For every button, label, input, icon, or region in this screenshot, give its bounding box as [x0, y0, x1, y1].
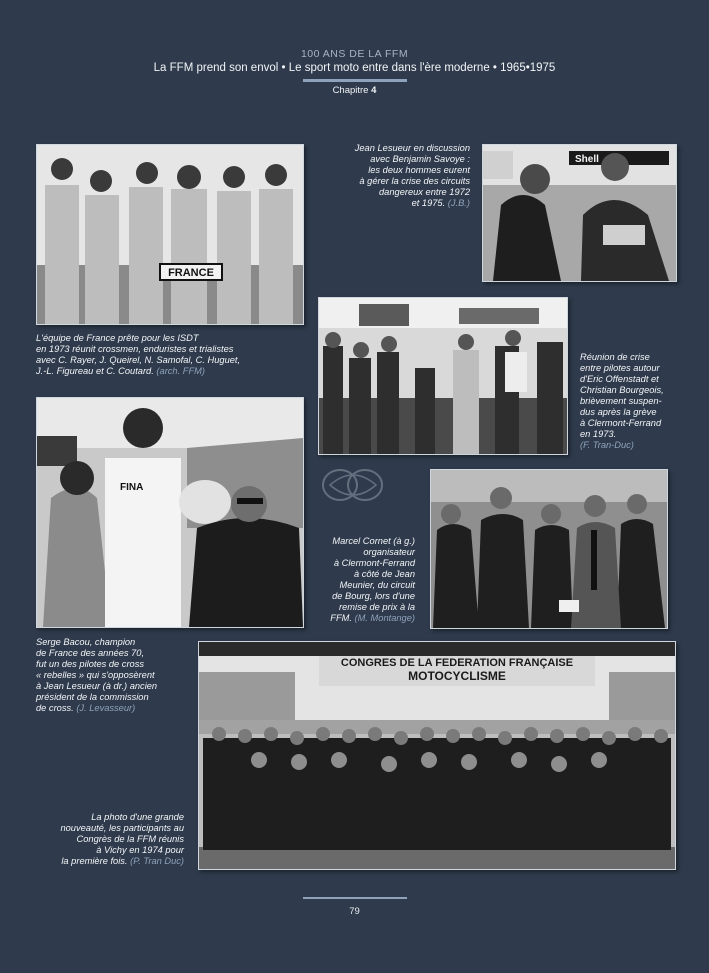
caption-line: à Vichy en 1974 pour — [96, 845, 184, 855]
caption-line: « rebelles » qui s'opposèrent — [36, 670, 155, 680]
caption-line: organisateur — [363, 547, 415, 557]
caption-line: à Clermont-Ferrand — [580, 418, 662, 428]
chapter-number: 4 — [371, 85, 377, 96]
caption-line: L'équipe de France prête pour les ISDT — [36, 333, 199, 343]
photo-credit: (P. Tran Duc) — [130, 856, 184, 866]
caption-line — [300, 613, 415, 624]
caption-line: à gérer la crise des circuits — [359, 176, 470, 186]
photo-bacou-podium — [36, 397, 304, 628]
caption-line: à Clermont-Ferrand — [333, 558, 415, 568]
france-sign: FRANCE — [168, 267, 214, 279]
photo-lesueur-savoye — [482, 144, 677, 282]
caption-marcel-cornet — [300, 536, 415, 624]
caption-line: remise de prix à la — [339, 602, 415, 612]
caption-line: Christian Bourgeois, — [580, 385, 664, 395]
photo-lesueur-savoye-image — [483, 145, 676, 281]
chapter-label — [0, 85, 709, 96]
caption-line: à côté de Jean — [354, 569, 415, 579]
photo-marcel-cornet — [430, 469, 668, 629]
photo-congres-vichy — [198, 641, 676, 870]
photo-team-france — [36, 144, 304, 325]
caption-line: Jean Lesueur en discussion — [354, 143, 470, 153]
photo-reunion-crise — [318, 297, 568, 455]
congres-banner-line2: MOTOCYCLISME — [408, 669, 506, 683]
caption-line — [36, 366, 296, 377]
caption-line: brièvement suspen- — [580, 396, 662, 406]
caption-line: de Bourg, lors d'une — [332, 591, 415, 601]
caption-text: la première fois. — [61, 856, 128, 866]
caption-text: et 1975. — [411, 198, 446, 208]
caption-team-france — [36, 333, 296, 377]
caption-line: avec Benjamin Savoye : — [370, 154, 470, 164]
caption-line: de France des années 70, — [36, 648, 145, 658]
caption-line: les deux hommes eurent — [368, 165, 470, 175]
caption-line: nouveauté, les participants au — [60, 823, 184, 833]
caption-text: J.-L. Figureau et C. Coutard. — [36, 366, 154, 376]
caption-line: à Jean Lesueur (à dr.) ancien — [36, 681, 158, 691]
photo-marcel-cornet-image — [431, 470, 667, 628]
caption-line: entre pilotes autour — [580, 363, 660, 373]
photo-reunion-crise-image — [319, 298, 567, 454]
watermark-icon — [320, 460, 386, 510]
photo-bacou-podium-image — [37, 398, 303, 627]
book-series-title: 100 ANS DE LA FFM — [300, 48, 409, 60]
photo-credit: (J.B.) — [447, 198, 470, 208]
fina-logo-text: FINA — [120, 482, 144, 493]
caption-line: en 1973 réunit crossmen, enduristes et trialistes — [36, 344, 234, 354]
caption-line — [36, 703, 196, 714]
caption-line: Réunion de crise — [580, 352, 650, 362]
caption-line: dus après la grève — [580, 407, 657, 417]
caption-line — [318, 198, 470, 209]
caption-lesueur-savoye — [318, 143, 470, 209]
caption-serge-bacou — [36, 637, 196, 714]
congres-banner-line1: CONGRES DE LA FEDERATION FRANÇAISE — [340, 657, 574, 669]
photo-credit: (arch. FFM) — [156, 366, 205, 376]
caption-reunion-crise — [580, 352, 700, 451]
ffm-centenary-watermark-logo — [320, 460, 386, 510]
photo-credit: (M. Montange) — [354, 613, 415, 623]
caption-line: Meunier, du circuit — [339, 580, 415, 590]
photo-credit: (J. Levasseur) — [76, 703, 136, 713]
footer-divider — [303, 897, 407, 899]
caption-line — [36, 856, 184, 867]
caption-line: La photo d'une grande — [91, 812, 184, 822]
photo-team-france-image — [37, 145, 303, 324]
header-divider — [303, 79, 407, 82]
caption-line: président de la commission — [36, 692, 149, 702]
shell-sign: Shell — [575, 154, 599, 165]
caption-line: en 1973. — [580, 429, 617, 439]
page-number: 79 — [349, 906, 360, 917]
caption-line: dangereux entre 1972 — [379, 187, 470, 197]
caption-line: d'Eric Offenstadt et — [580, 374, 659, 384]
caption-text: de cross. — [36, 703, 74, 713]
chapter-word: Chapitre — [332, 85, 369, 96]
caption-line: Congrès de la FFM réunis — [76, 834, 184, 844]
chapter-subtitle: La FFM prend son envol • Le sport moto entre dans l'ère moderne • 1965•1975 — [153, 62, 556, 74]
photo-congres-vichy-image — [199, 642, 675, 869]
caption-text: FFM. — [330, 613, 352, 623]
photo-credit: (F. Tran-Duc) — [580, 440, 634, 450]
caption-line: Serge Bacou, champion — [36, 637, 136, 647]
caption-congres — [36, 812, 184, 867]
caption-line: avec C. Rayer, J. Queirel, N. Samofal, C. Huguet, — [36, 355, 241, 365]
caption-line: fut un des pilotes de cross — [36, 659, 145, 669]
caption-line: Marcel Cornet (à g.) — [332, 536, 415, 546]
